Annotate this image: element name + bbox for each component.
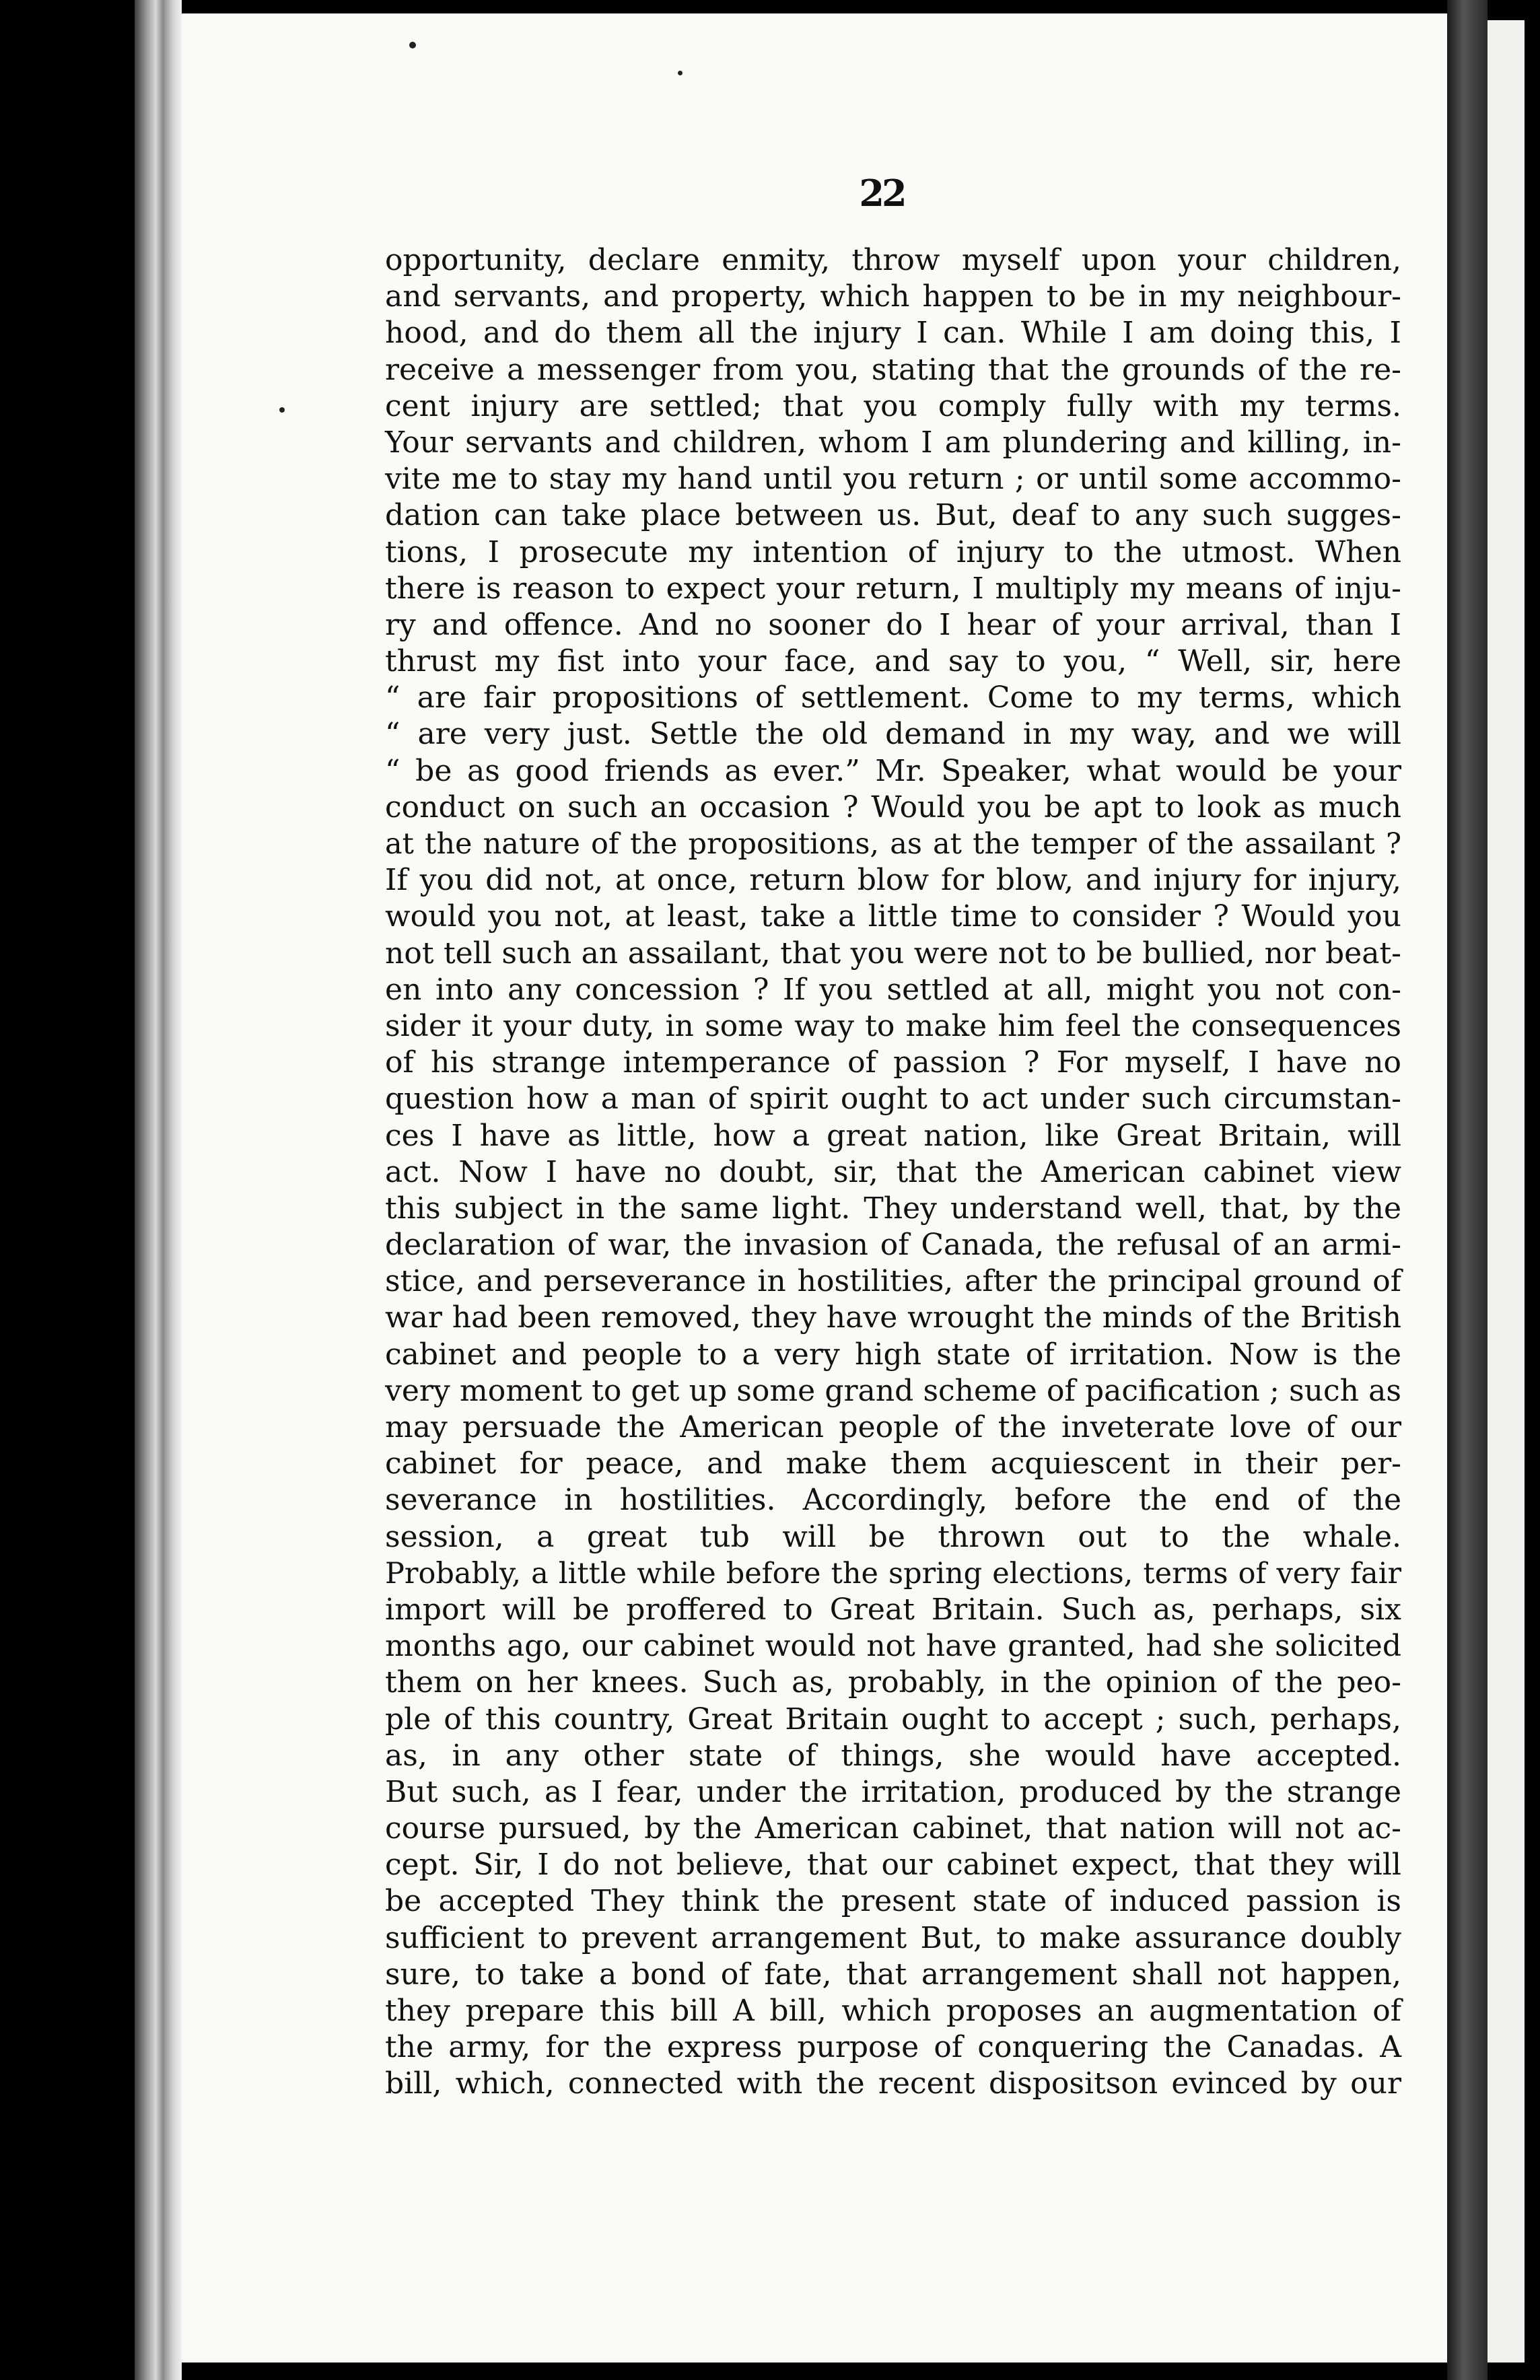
text-line: not tell such an assailant, that you were not to be bullied, nor beat- — [385, 936, 1401, 971]
text-line: act. Now I have no doubt, sir, that the American cabinet view — [385, 1154, 1401, 1189]
text-line: as, in any other state of things, she would have accepted. — [385, 1738, 1401, 1773]
text-line: course pursued, by the American cabinet, that nation will not ac- — [385, 1811, 1401, 1846]
text-line: session, a great tub will be thrown out to the whale. — [385, 1519, 1401, 1554]
text-line: them on her knees. Such as, probably, in the opinion of the peo- — [385, 1665, 1401, 1700]
ink-speck — [409, 42, 416, 48]
text-line: stice, and perseverance in hostilities, after the principal ground of — [385, 1264, 1401, 1299]
text-line: sufficient to prevent arrangement But, to make assurance doubly — [385, 1920, 1401, 1955]
text-line: and servants, and property, which happen to be in my neighbour- — [385, 279, 1401, 314]
text-line: there is reason to expect your return, I multiply my means of inju- — [385, 571, 1401, 606]
text-line: sider it your duty, in some way to make him feel the consequences — [385, 1008, 1401, 1043]
text-line: Probably, a little while before the spring elections, terms of very fair — [385, 1556, 1401, 1590]
text-line: cabinet and people to a very high state of irritation. Now is the — [385, 1337, 1401, 1372]
text-line: “ are fair propositions of settlement. Come to my terms, which — [385, 680, 1401, 715]
text-line: question how a man of spirit ought to act under such circumstan- — [385, 1082, 1401, 1117]
text-line: this subject in the same light. They understand well, that, by the — [385, 1191, 1401, 1226]
body-text — [385, 242, 1401, 2103]
book-binding-edge — [135, 0, 182, 2380]
text-line: declaration of war, the invasion of Canada, the refusal of an armi- — [385, 1228, 1401, 1263]
text-line: opportunity, declare enmity, throw myself upon your children, — [385, 243, 1401, 277]
text-line: Your servants and children, whom I am plundering and killing, in- — [385, 425, 1401, 460]
text-line: But such, as I fear, under the irritation, produced by the strange — [385, 1774, 1401, 1809]
text-line: en into any concession ? If you settled at all, might you not con- — [385, 972, 1401, 1007]
text-line: months ago, our cabinet would not have granted, had she solicited — [385, 1629, 1401, 1664]
text-line: dation can take place between us. But, deaf to any such sugges- — [385, 498, 1401, 533]
text-line: conduct on such an occasion ? Would you be apt to look as much — [385, 790, 1401, 825]
text-line: If you did not, at once, return blow for blow, and injury for injury, — [385, 863, 1401, 898]
ink-speck — [678, 71, 682, 75]
text-line: “ are very just. Settle the old demand in my way, and we will — [385, 717, 1401, 752]
page-number: 22 — [859, 172, 905, 215]
text-line: the army, for the express purpose of conquering the Canadas. A — [385, 2030, 1401, 2065]
text-line: cabinet for peace, and make them acquiescent in their per- — [385, 1446, 1401, 1481]
text-line: of his strange intemperance of passion ? For myself, I have no — [385, 1045, 1401, 1080]
text-line: hood, and do them all the injury I can. While I am doing this, I — [385, 316, 1401, 351]
text-line: they prepare this bill A bill, which proposes an augmentation of — [385, 1994, 1401, 2028]
text-line: bill, which, connected with the recent dispositson evinced by our — [385, 2066, 1401, 2101]
text-line: may persuade the American people of the inveterate love of our — [385, 1410, 1401, 1444]
next-page-edge — [1488, 20, 1525, 2362]
text-line: would you not, at least, take a little time to consider ? Would you — [385, 899, 1401, 934]
text-line: receive a messenger from you, stating that the grounds of the re- — [385, 352, 1401, 387]
text-line: ple of this country, Great Britain ought to accept ; such, perhaps, — [385, 1702, 1401, 1737]
text-line: ry and offence. And no sooner do I hear of your arrival, than I — [385, 607, 1401, 642]
text-line: ces I have as little, how a great nation, like Great Britain, will — [385, 1118, 1401, 1153]
text-line: at the nature of the propositions, as at the temper of the assailant ? — [385, 827, 1401, 861]
text-line: “ be as good friends as ever.” Mr. Speaker, what would be your — [385, 753, 1401, 788]
text-line: vite me to stay my hand until you return ; or until some accommo- — [385, 462, 1401, 497]
text-line: very moment to get up some grand scheme of pacification ; such as — [385, 1373, 1401, 1408]
text-line: sure, to take a bond of fate, that arrangement shall not happen, — [385, 1957, 1401, 1992]
text-line: cept. Sir, I do not believe, that our cabinet expect, that they will — [385, 1848, 1401, 1883]
page-edge-shadow — [1447, 0, 1488, 2380]
text-line: war had been removed, they have wrought the minds of the British — [385, 1300, 1401, 1335]
text-line: thrust my fist into your face, and say to you, “ Well, sir, here — [385, 644, 1401, 679]
text-line: cent injury are settled; that you comply fully with my terms. — [385, 388, 1401, 423]
ink-speck — [279, 407, 285, 413]
text-line: import will be proffered to Great Britain. Such as, perhaps, six — [385, 1592, 1401, 1627]
text-line: be accepted They think the present state of induced passion is — [385, 1884, 1401, 1919]
text-line: tions, I prosecute my intention of injury to the utmost. When — [385, 534, 1401, 569]
text-line: severance in hostilities. Accordingly, before the end of the — [385, 1483, 1401, 1518]
